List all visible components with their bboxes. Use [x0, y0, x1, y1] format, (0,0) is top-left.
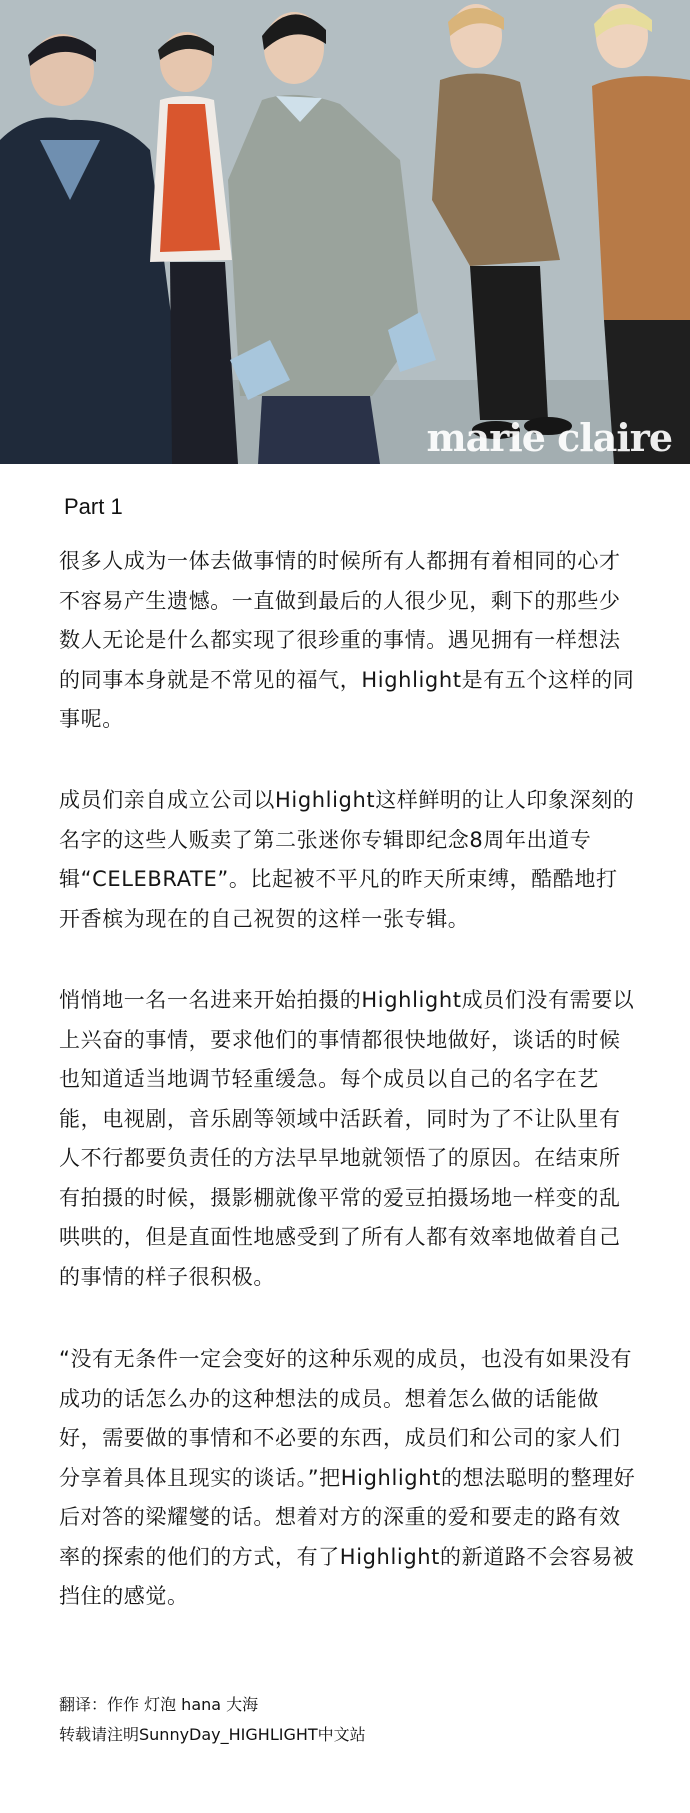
paragraph-2: 成员们亲自成立公司以Highlight这样鲜明的让人印象深刻的名字的这些人贩卖了第二张迷你专辑即纪念8周年出道专辑“CELEBRATE”。比起被不平凡的昨天所束缚，酷酷地打开香槟为现在的自己祝贺的这样一张专辑。: [59, 788, 635, 931]
part-title: Part 1: [64, 494, 123, 519]
repost-notice: 转载请注明SunnyDay_HIGHLIGHT中文站: [59, 1725, 366, 1744]
group-photo-illustration: [0, 0, 690, 464]
credits: [59, 1690, 366, 1750]
paragraph-4: “没有无条件一定会变好的这种乐观的成员，也没有如果没有成功的话怎么办的这种想法的成员。想着怎么做的话能做好，需要做的事情和不必要的东西，成员们和公司的家人们分享着具体且现实的谈话。”把Highlight的想法聪明的整理好后对答的梁耀燮的话。想着对方的深重的爱和要走的路有效率的探索的他们的方式，有了Highlight的新道路不会容易被挡住的感觉。: [59, 1347, 636, 1608]
paragraph-1: 很多人成为一体去做事情的时候所有人都拥有着相同的心才不容易产生遗憾。一直做到最后的人很少见，剩下的那些少数人无论是什么都实现了很珍重的事情。遇见拥有一样想法的同事本身就是不常见的福气，Highlight是有五个这样的同事呢。: [59, 549, 635, 731]
translation-credit: 翻译：作作 灯泡 hana 大海: [59, 1695, 259, 1714]
paragraph-3: 悄悄地一名一名进来开始拍摄的Highlight成员们没有需要以上兴奋的事情，要求他们的事情都很快地做好，谈话的时候也知道适当地调节轻重缓急。每个成员以自己的名字在艺能，电视剧，音乐剧等领域中活跃着，同时为了不让队里有人不行都要负责任的方法早早地就领悟了的原因。在结束所有拍摄的时候，摄影棚就像平常的爱豆拍摄场地一样变的乱哄哄的，但是直面性地感受到了所有人都有效率地做着自己的事情的样子很积极。: [59, 988, 635, 1289]
magazine-watermark: marie claire: [426, 415, 672, 460]
header-photo: [0, 0, 690, 464]
